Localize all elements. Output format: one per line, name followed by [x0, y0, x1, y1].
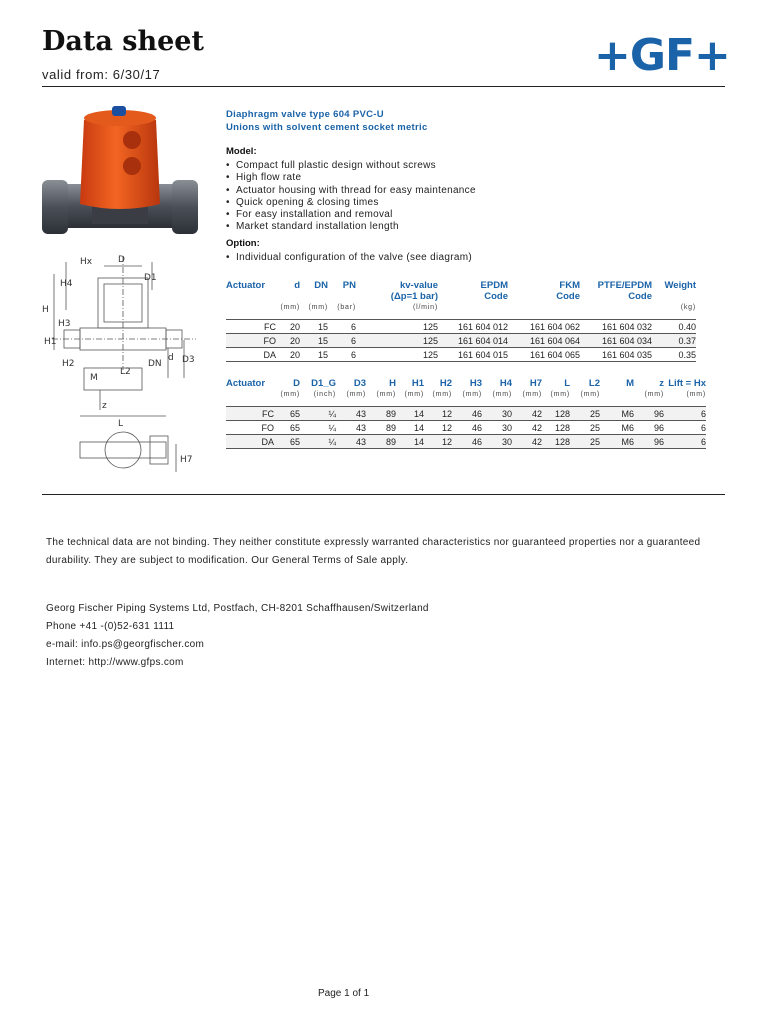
cell-actuator: FO: [226, 334, 276, 348]
unit: (mm): [462, 391, 482, 398]
contact-address: Georg Fischer Piping Systems Ltd, Postfach, CH-8201 Schaffhausen/Switzerland: [46, 603, 429, 614]
label-d3: D3: [182, 355, 195, 365]
cell: 96: [634, 407, 664, 421]
option-heading: Option:: [226, 238, 260, 249]
product-title-line1: Diaphragm valve type 604 PVC-U: [226, 109, 384, 120]
cell-actuator: FO: [226, 421, 274, 435]
table-header: [226, 280, 696, 291]
list-item: • High flow rate: [226, 172, 476, 184]
cell: 161 604 062: [508, 320, 580, 334]
cell: 30: [482, 421, 512, 435]
cell: 0.37: [652, 334, 696, 348]
label-dn: DN: [148, 359, 162, 369]
col-dn: DN: [314, 280, 328, 291]
col-L: L: [564, 378, 570, 389]
col-H: H: [389, 378, 396, 389]
cell: 15: [300, 348, 328, 362]
option-list: [226, 252, 472, 263]
col-D3: D3: [353, 378, 366, 389]
cell: 43: [336, 435, 366, 449]
cell: 89: [366, 407, 396, 421]
cell: 96: [634, 421, 664, 435]
valid-from-date: valid from: 6/30/17: [42, 67, 161, 82]
unit: (mm): [492, 391, 512, 398]
cell: M6: [600, 407, 634, 421]
model-heading: Model:: [226, 146, 257, 157]
contact-phone: Phone +41 -(0)52-631 1111: [46, 621, 175, 632]
col-epdm: EPDM: [480, 280, 508, 291]
cell: 128: [542, 421, 570, 435]
unit-d: (mm): [280, 304, 300, 311]
cell: 161 604 035: [580, 348, 652, 362]
col-kv-sub: (Δp=1 bar): [390, 291, 438, 302]
cell: 15: [300, 334, 328, 348]
page-title: Data sheet: [42, 26, 204, 57]
cell: 161 604 014: [438, 334, 508, 348]
cell: ¼: [300, 421, 336, 435]
col-ptfe: PTFE/EPDM: [597, 280, 652, 291]
label-l: L: [118, 419, 124, 429]
cell: 14: [396, 435, 424, 449]
cell: M6: [600, 421, 634, 435]
cell: 46: [452, 407, 482, 421]
unit-pn: (bar): [337, 304, 356, 311]
col-H2: H2: [439, 378, 452, 389]
col-actuator: Actuator: [226, 280, 266, 291]
label-m: M: [90, 373, 98, 383]
table-row: [226, 334, 696, 348]
header-divider: [42, 86, 725, 87]
cell: 125: [356, 320, 438, 334]
table-row: [226, 320, 696, 334]
cell-actuator: FC: [226, 407, 274, 421]
list-item: • Market standard installation length: [226, 221, 476, 233]
product-title: [226, 108, 428, 134]
cell: 42: [512, 435, 542, 449]
unit-dn: (mm): [308, 304, 328, 311]
label-h3: H3: [58, 319, 71, 329]
contact-website[interactable]: Internet: http://www.gfps.com: [46, 657, 184, 668]
cell: 0.40: [652, 320, 696, 334]
col-H7: H7: [529, 378, 542, 389]
cell: 161 604 012: [438, 320, 508, 334]
cell: 30: [482, 407, 512, 421]
cell: 161 604 015: [438, 348, 508, 362]
unit: (mm): [644, 391, 664, 398]
label-d1: D1: [144, 273, 157, 283]
cell: 20: [276, 320, 300, 334]
table-row: [226, 348, 696, 362]
table-header-2: [226, 291, 696, 302]
cell: 25: [570, 435, 600, 449]
cell: 42: [512, 407, 542, 421]
cell: M6: [600, 435, 634, 449]
unit: (mm): [550, 391, 570, 398]
cell: 46: [452, 435, 482, 449]
cell: 20: [276, 348, 300, 362]
col-L2: L2: [588, 378, 600, 389]
contact-block: [46, 600, 429, 672]
col-H3: H3: [469, 378, 482, 389]
cell: 14: [396, 421, 424, 435]
label-hx: Hx: [80, 257, 93, 267]
cell: 43: [336, 407, 366, 421]
list-item: • For easy installation and removal: [226, 209, 476, 221]
cell: 43: [336, 421, 366, 435]
label-d: D: [118, 255, 125, 265]
units-row: [226, 389, 706, 400]
cell: 42: [512, 421, 542, 435]
cell: 12: [424, 435, 452, 449]
cell: 6: [664, 407, 706, 421]
label-d-small: d: [168, 353, 174, 363]
list-item: • Actuator housing with thread for easy maintenance: [226, 185, 476, 197]
table-row: [226, 421, 706, 435]
list-item: • Quick opening & closing times: [226, 197, 476, 209]
unit: (inch): [313, 391, 336, 398]
col-D: D: [293, 378, 300, 389]
cell: 128: [542, 407, 570, 421]
col-kv: kv-value: [399, 280, 438, 291]
col-fkm-sub: Code: [556, 291, 580, 302]
unit-kv: (l/min): [412, 304, 438, 311]
cell: 161 604 034: [580, 334, 652, 348]
cell: 14: [396, 407, 424, 421]
ordering-table: [226, 280, 696, 362]
unit-weight: (kg): [680, 304, 696, 311]
col-epdm-sub: Code: [484, 291, 508, 302]
list-item: • Individual configuration of the valve (see diagram): [226, 252, 472, 263]
unit: (mm): [404, 391, 424, 398]
cell: 0.35: [652, 348, 696, 362]
cell: 30: [482, 435, 512, 449]
cell: 65: [274, 407, 300, 421]
label-l2: L2: [120, 367, 131, 377]
feature-list: [226, 160, 476, 234]
col-z: z: [659, 378, 664, 389]
col-d: d: [294, 280, 300, 291]
table-header: [226, 378, 706, 389]
col-actuator: Actuator: [226, 378, 266, 389]
cell: 25: [570, 421, 600, 435]
col-pn: PN: [342, 280, 356, 291]
cell: 20: [276, 334, 300, 348]
product-title-line2: Unions with solvent cement socket metric: [226, 122, 428, 133]
cell: 65: [274, 435, 300, 449]
cell: 15: [300, 320, 328, 334]
label-h1: H1: [44, 337, 57, 347]
cell: ¼: [300, 407, 336, 421]
label-h2: H2: [62, 359, 75, 369]
cell: 125: [356, 348, 438, 362]
col-H4: H4: [499, 378, 512, 389]
unit: (mm): [686, 391, 706, 398]
cell: 96: [634, 435, 664, 449]
label-h4: H4: [60, 279, 73, 289]
cell: 12: [424, 407, 452, 421]
col-weight: Weight: [664, 280, 696, 291]
unit: (mm): [522, 391, 542, 398]
cell: 6: [664, 435, 706, 449]
cell: ¼: [300, 435, 336, 449]
cell: 161 604 065: [508, 348, 580, 362]
label-h: H: [42, 305, 49, 315]
cell-actuator: DA: [226, 435, 274, 449]
cell-actuator: FC: [226, 320, 276, 334]
label-h7: H7: [180, 455, 193, 465]
valve-photo: [40, 104, 200, 248]
col-D1: D1_G: [311, 378, 336, 389]
list-item: • Compact full plastic design without screws: [226, 160, 476, 172]
cell: 89: [366, 435, 396, 449]
cell: 125: [356, 334, 438, 348]
col-M: M: [626, 378, 634, 389]
cell: 46: [452, 421, 482, 435]
table-row: [226, 435, 706, 449]
unit: (mm): [346, 391, 366, 398]
cell: 6: [664, 421, 706, 435]
page-number: Page 1 of 1: [318, 988, 370, 999]
dimensions-table: [226, 378, 706, 449]
cell: 89: [366, 421, 396, 435]
dimension-drawing: [40, 250, 200, 480]
col-fkm: FKM: [559, 280, 580, 291]
unit: (mm): [432, 391, 452, 398]
units-row: [226, 302, 696, 313]
col-H1: H1: [411, 378, 424, 389]
cell: 6: [328, 320, 356, 334]
cell: 161 604 032: [580, 320, 652, 334]
cell-actuator: DA: [226, 348, 276, 362]
unit: (mm): [280, 391, 300, 398]
col-ptfe-sub: Code: [628, 291, 652, 302]
unit: (mm): [376, 391, 396, 398]
table-row: [226, 407, 706, 421]
section-divider: [42, 494, 725, 495]
cell: 161 604 064: [508, 334, 580, 348]
cell: 12: [424, 421, 452, 435]
disclaimer-text: The technical data are not binding. They neither constitute expressly warranted characteristics nor guaranteed properties nor a guaranteed durability. They are subject to modification. Our General Terms of Sale apply.: [46, 537, 701, 566]
cell: 65: [274, 421, 300, 435]
cell: 25: [570, 407, 600, 421]
contact-email[interactable]: e-mail: info.ps@georgfischer.com: [46, 639, 205, 650]
cell: 6: [328, 334, 356, 348]
col-lift: Lift = Hx: [668, 378, 706, 389]
label-z: z: [102, 401, 107, 411]
cell: 128: [542, 435, 570, 449]
cell: 6: [328, 348, 356, 362]
gf-logo: +GF+: [594, 30, 730, 81]
unit: (mm): [580, 391, 600, 398]
